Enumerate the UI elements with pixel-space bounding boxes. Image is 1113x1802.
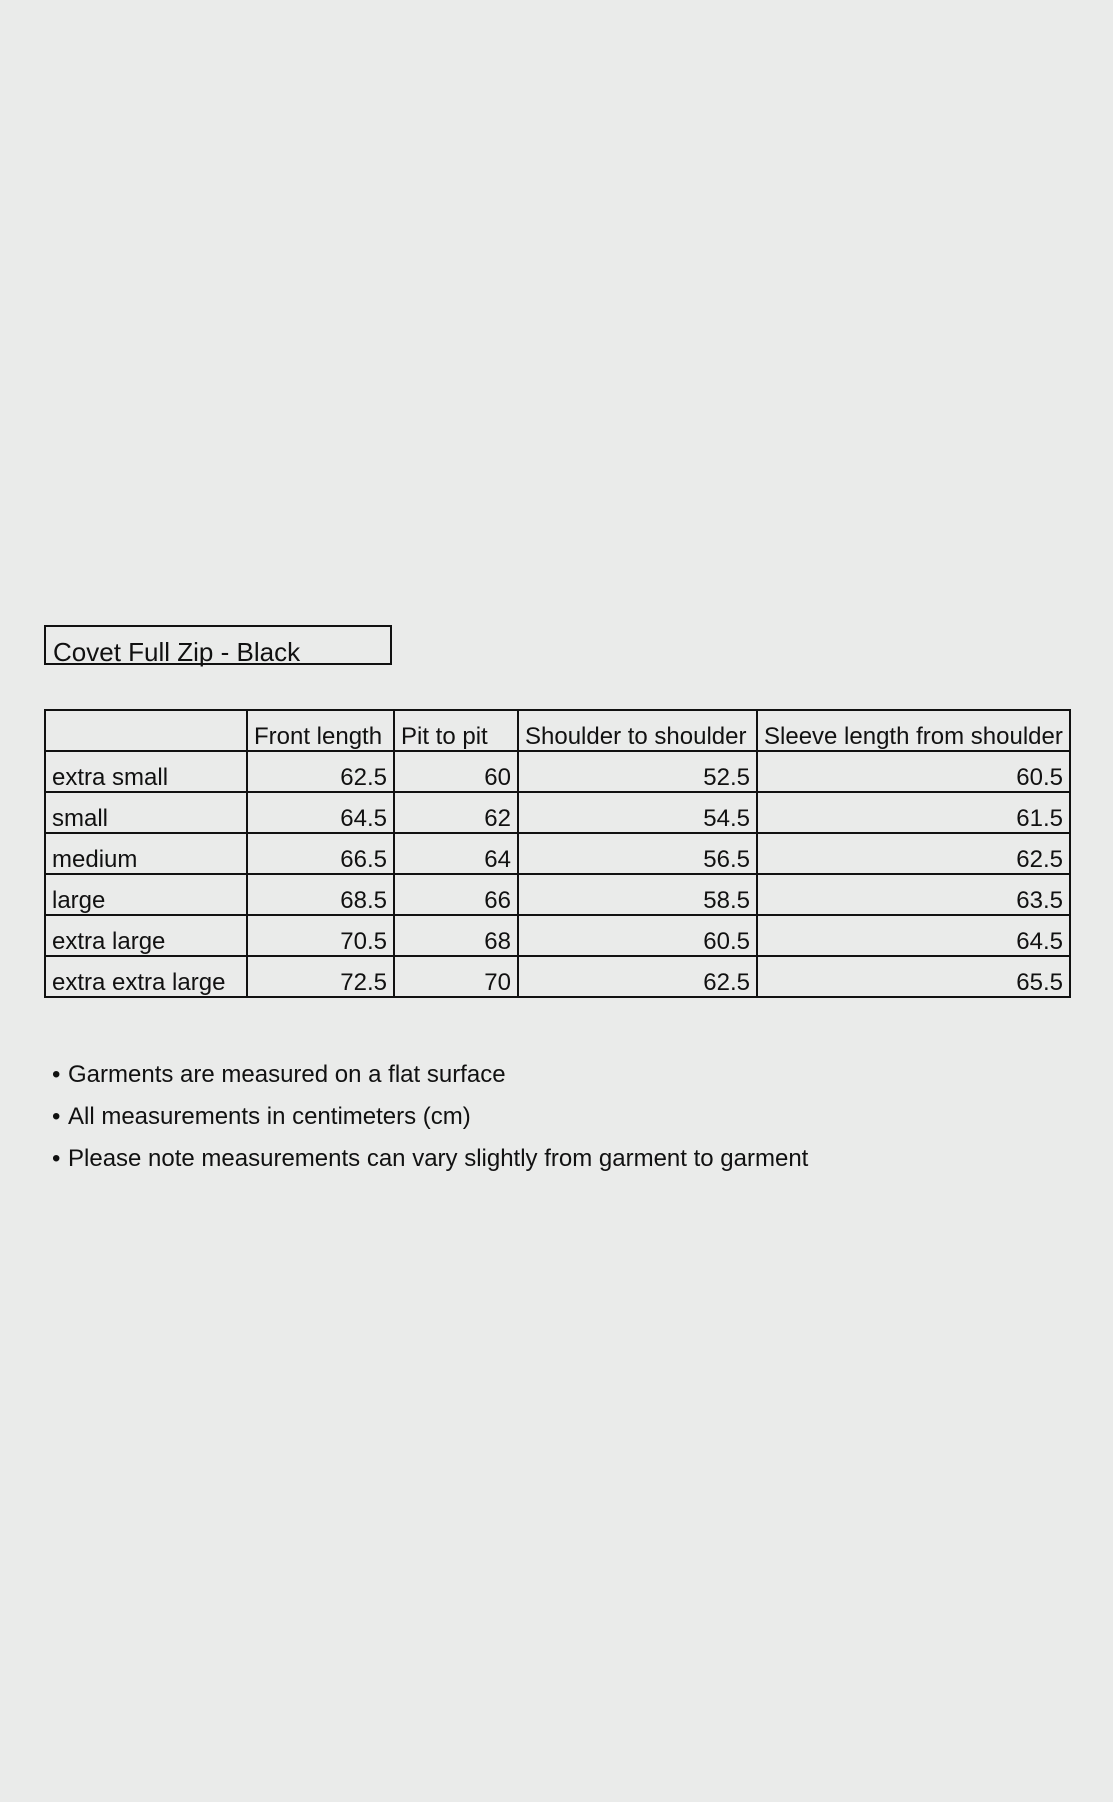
pit-to-pit-cell: 66 (394, 874, 518, 915)
pit-to-pit-cell: 64 (394, 833, 518, 874)
shoulder-to-shoulder-cell: 56.5 (518, 833, 757, 874)
header-front-length: Front length (247, 710, 394, 751)
size-chart-table (44, 709, 1071, 998)
note-text: All measurements in centimeters (cm) (68, 1103, 471, 1130)
table-row (45, 956, 1070, 997)
size-cell: large (45, 874, 247, 915)
size-cell: extra large (45, 915, 247, 956)
sleeve-length-cell: 65.5 (757, 956, 1070, 997)
table-row (45, 915, 1070, 956)
size-cell: extra extra large (45, 956, 247, 997)
sleeve-length-cell: 60.5 (757, 751, 1070, 792)
note-item (52, 1060, 808, 1102)
header-sleeve-length: Sleeve length from shoulder (757, 710, 1070, 751)
table-row (45, 833, 1070, 874)
bullet-icon: • (52, 1145, 61, 1172)
pit-to-pit-cell: 68 (394, 915, 518, 956)
pit-to-pit-cell: 62 (394, 792, 518, 833)
sleeve-length-cell: 61.5 (757, 792, 1070, 833)
note-item (52, 1102, 808, 1144)
measurement-notes (52, 1060, 808, 1186)
table-row (45, 792, 1070, 833)
front-length-cell: 64.5 (247, 792, 394, 833)
front-length-cell: 68.5 (247, 874, 394, 915)
product-title: Covet Full Zip - Black (44, 625, 392, 665)
table-row (45, 874, 1070, 915)
note-item (52, 1144, 808, 1186)
header-size (45, 710, 247, 751)
size-cell: small (45, 792, 247, 833)
header-shoulder-to-shoulder: Shoulder to shoulder (518, 710, 757, 751)
shoulder-to-shoulder-cell: 62.5 (518, 956, 757, 997)
size-cell: extra small (45, 751, 247, 792)
note-text: Please note measurements can vary slightly from garment to garment (68, 1145, 809, 1172)
sleeve-length-cell: 64.5 (757, 915, 1070, 956)
pit-to-pit-cell: 70 (394, 956, 518, 997)
front-length-cell: 62.5 (247, 751, 394, 792)
size-cell: medium (45, 833, 247, 874)
shoulder-to-shoulder-cell: 60.5 (518, 915, 757, 956)
front-length-cell: 66.5 (247, 833, 394, 874)
sleeve-length-cell: 62.5 (757, 833, 1070, 874)
bullet-icon: • (52, 1103, 61, 1130)
header-pit-to-pit: Pit to pit (394, 710, 518, 751)
shoulder-to-shoulder-cell: 54.5 (518, 792, 757, 833)
front-length-cell: 70.5 (247, 915, 394, 956)
shoulder-to-shoulder-cell: 58.5 (518, 874, 757, 915)
table-header-row (45, 710, 1070, 751)
shoulder-to-shoulder-cell: 52.5 (518, 751, 757, 792)
bullet-icon: • (52, 1061, 61, 1088)
note-text: Garments are measured on a flat surface (68, 1061, 506, 1088)
table-row (45, 751, 1070, 792)
pit-to-pit-cell: 60 (394, 751, 518, 792)
sleeve-length-cell: 63.5 (757, 874, 1070, 915)
front-length-cell: 72.5 (247, 956, 394, 997)
